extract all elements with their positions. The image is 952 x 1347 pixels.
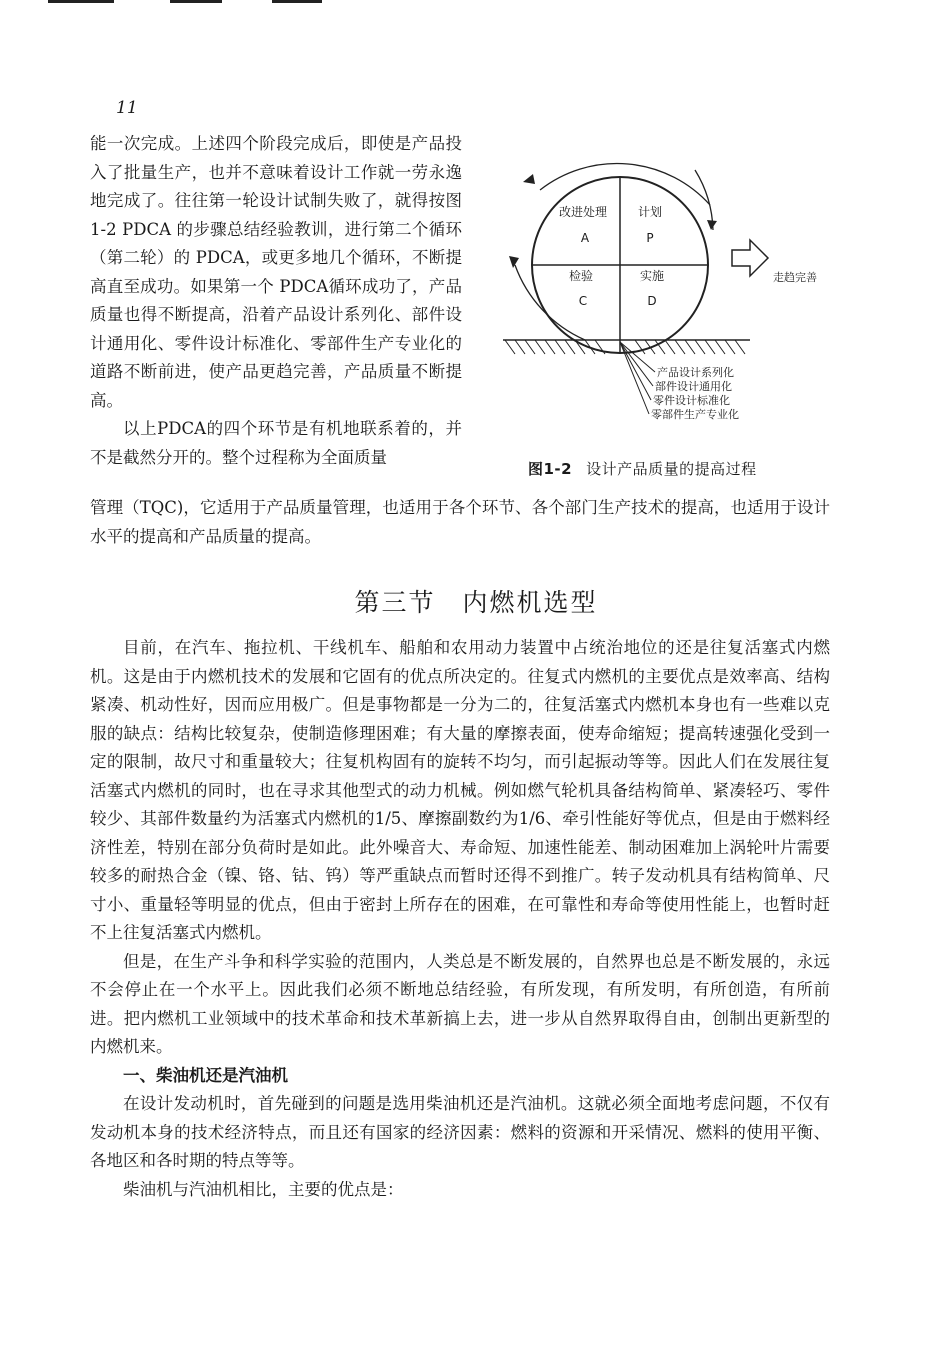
arc-arrowhead-1 xyxy=(707,220,717,230)
support-wedge xyxy=(620,342,655,414)
left-paragraph-1: 能一次完成。上述四个阶段完成后，即使是产品投入了批量生产，也并不意味着设计工作就一劳永逸地完成了。往往第一轮设计试制失败了，就得按图 1-2 PDCA 的步骤总结经验教训，进行第二个循环（第二轮）的 PDCA，或更多地几个循环，不断提高直至成功。如果第一个 PDCA循环成功了，产品质量也得不断提高，沿着产品设计系列化、部件设计通用化、零件设计标准化、零部件生产专业化的道路不断前进，使产品更趋完善，产品质量不断提高。 xyxy=(90,134,462,410)
quadrant-p-label: 计划 xyxy=(637,205,663,219)
wedge-label-2: 部件设计通用化 xyxy=(655,380,732,393)
quadrant-d-label: 实施 xyxy=(639,269,665,283)
figure-caption xyxy=(528,458,757,479)
progress-arrow-icon xyxy=(732,240,768,276)
wedge-label-4: 零部件生产专业化 xyxy=(651,408,739,421)
top-rule-2 xyxy=(170,0,222,3)
main-body xyxy=(90,634,830,1204)
arc-arrowhead-2 xyxy=(509,256,519,268)
page-number: 11 xyxy=(116,98,138,118)
top-rule-1 xyxy=(48,0,114,3)
quadrant-c-label: 检验 xyxy=(568,269,594,283)
quadrant-c-letter: C xyxy=(578,294,588,308)
figure-caption-text: 设计产品质量的提高过程 xyxy=(586,460,757,478)
quadrant-a-letter: A xyxy=(580,231,590,245)
quadrant-d-letter: D xyxy=(647,294,657,308)
figure-number: 图1-2 xyxy=(528,460,573,478)
wedge-label-3: 零件设计标准化 xyxy=(653,394,730,407)
arrow-label: 走趋完善 xyxy=(773,271,817,284)
left-column xyxy=(90,130,462,472)
arc-arrowhead-3 xyxy=(523,174,535,184)
body-paragraph-4: 柴油机与汽油机相比，主要的优点是： xyxy=(123,1179,404,1199)
continuation-block xyxy=(90,494,830,551)
rotation-arc-top xyxy=(540,163,710,205)
body-paragraph-1: 目前，在汽车、拖拉机、干线机车、船舶和农用动力装置中占统治地位的还是往复活塞式内燃机。这是由于内燃机技术的发展和它固有的优点所决定的。往复式内燃机的主要优点是效率高、结构紧凑、机动性好，因而应用极广。但是事物都是一分为二的，往复活塞式内燃机本身也有一些难以克服的缺点：结构比较复杂，使制造修理困难；有大量的摩擦表面，使寿命缩短；提高转速强化受到一定的限制，故尺寸和重量较大；往复机构固有的旋转不均匀，而引起振动等等。因此人们在发展往复活塞式内燃机的同时，也在寻求其他型式的动力机械。例如燃气轮机具备结构简单、紧凑轻巧、零件较少、其部件数量约为活塞式内燃机的1/5、摩擦副数约为1/6、牵引性能好等优点，但是由于燃料经济性差，特别在部分负荷时是如此。此外噪音大、寿命短、加速性能差、制动困难加上涡轮叶片需要较多的耐热合金（镍、铬、钴、钨）等严重缺点而暂时还得不到推广。转子发动机具有结构简单、尺寸小、重量轻等明显的优点，但由于密封上所存在的困难，在可靠性和寿命等使用性能上，也暂时赶不上往复活塞式内燃机。 xyxy=(90,638,830,942)
subheading: 一、柴油机还是汽油机 xyxy=(123,1065,288,1085)
left-paragraph-2: 以上PDCA的四个环节是有机地联系着的，并不是截然分开的。整个过程称为全面质量 xyxy=(90,419,462,467)
quadrant-a-label: 改进处理 xyxy=(558,205,608,219)
wedge-label-1: 产品设计系列化 xyxy=(657,366,734,379)
pdca-figure xyxy=(495,150,855,490)
body-paragraph-2: 但是，在生产斗争和科学实验的范围内，人类总是不断发展的，自然界也总是不断发展的，永远不会停止在一个水平上。因此我们必须不断地总结经验，有所发现，有所发明，有所创造，有所前进。把内燃机工业领域中的技术革命和技术革新搞上去，进一步从自然界取得自由，创制出更新型的内燃机来。 xyxy=(90,951,830,1056)
continuation-paragraph: 管理（TQC)，它适用于产品质量管理，也适用于各个环节、各个部门生产技术的提高，也适用于设计水平的提高和产品质量的提高。 xyxy=(90,498,830,546)
quadrant-p-letter: P xyxy=(646,231,654,245)
body-paragraph-3: 在设计发动机时，首先碰到的问题是选用柴油机还是汽油机。这就必须全面地考虑问题，不仅有发动机本身的技术经济特点，而且还有国家的经济因素：燃料的资源和开采情况、燃料的使用平衡、各地区和各时期的特点等等。 xyxy=(90,1094,830,1170)
top-rule-3 xyxy=(272,0,322,3)
section-title: 第三节 内燃机选型 xyxy=(354,588,598,617)
